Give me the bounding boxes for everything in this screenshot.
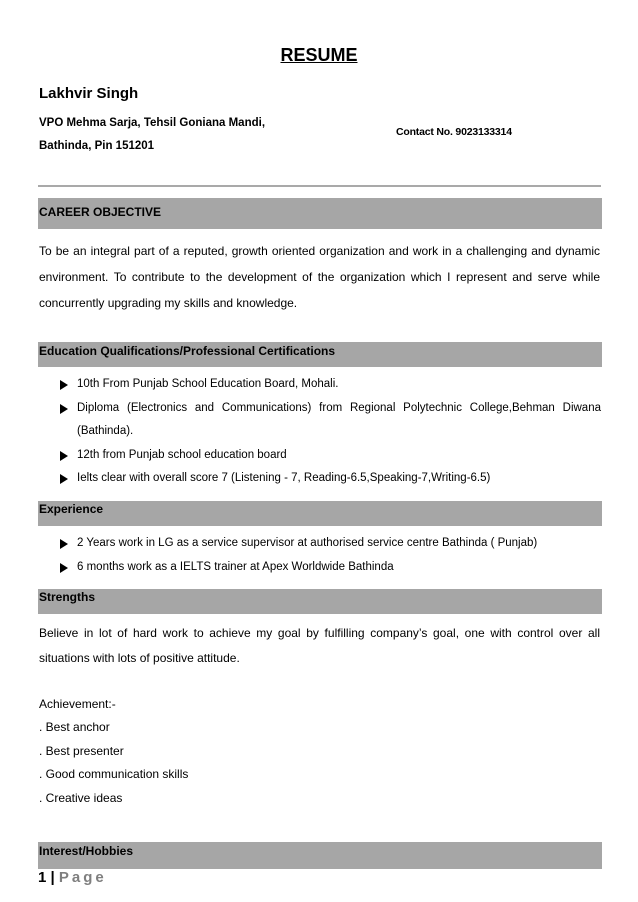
section-experience xyxy=(38,501,602,526)
list-item: Ielts clear with overall score 7 (Listening - 7, Reading-6.5,Speaking-7,Writing-6.5) xyxy=(60,467,601,491)
list-item: 10th From Punjab School Education Board, Mohali. xyxy=(60,373,601,397)
education-list xyxy=(60,373,601,491)
contact-number: Contact No. 9023133314 xyxy=(396,126,512,138)
achievement-item: . Creative ideas xyxy=(39,791,123,805)
arrow-bullet-icon xyxy=(60,380,68,390)
list-item: 6 months work as a IELTS trainer at Apex Worldwide Bathinda xyxy=(60,556,601,580)
footer-separator: | xyxy=(46,869,59,886)
page-label: Page xyxy=(58,869,107,886)
section-career-objective xyxy=(38,198,602,229)
section-heading-strengths: Strengths xyxy=(39,590,96,604)
section-heading-hobbies: Interest/Hobbies xyxy=(39,844,134,858)
achievement-heading: Achievement:- xyxy=(39,697,116,711)
section-education xyxy=(38,342,602,367)
section-heading-experience: Experience xyxy=(39,502,104,516)
section-heading-career: CAREER OBJECTIVE xyxy=(39,205,162,219)
page-number: 1 xyxy=(38,869,47,886)
candidate-name: Lakhvir Singh xyxy=(39,85,139,102)
arrow-bullet-icon xyxy=(60,404,68,414)
list-item: 12th from Punjab school education board xyxy=(60,444,601,468)
arrow-bullet-icon xyxy=(60,474,68,484)
strengths-text: Believe in lot of hard work to achieve my goal by fulfilling company’s goal, one with control over all situations with lots of positive attitude. xyxy=(39,626,600,665)
experience-list xyxy=(60,532,601,579)
list-item: 2 Years work in LG as a service supervisor at authorised service centre Bathinda ( Punjab) xyxy=(60,532,601,556)
section-hobbies xyxy=(38,842,602,869)
section-heading-education: Education Qualifications/Professional Certifications xyxy=(39,344,336,358)
arrow-bullet-icon xyxy=(60,451,68,461)
header-divider xyxy=(38,185,601,187)
arrow-bullet-icon xyxy=(60,539,68,549)
address-line-1: VPO Mehma Sarja, Tehsil Goniana Mandi, xyxy=(39,117,266,129)
achievement-item: . Best anchor xyxy=(39,720,110,734)
achievement-item: . Good communication skills xyxy=(39,767,189,781)
achievement-item: . Best presenter xyxy=(39,744,124,758)
address-line-2: Bathinda, Pin 151201 xyxy=(39,140,155,152)
page-title: RESUME xyxy=(280,45,358,65)
list-item: Diploma (Electronics and Communications) from Regional Polytechnic College,Behman Diwana (Bathinda). xyxy=(60,397,601,444)
page-footer xyxy=(38,869,107,886)
career-objective-text: To be an integral part of a reputed, growth oriented organization and work in a challenging and dynamic environment. To contribute to the development of the organization which I represent and serve while concurrently upgrading my skills and knowledge. xyxy=(39,244,600,310)
arrow-bullet-icon xyxy=(60,563,68,573)
section-strengths xyxy=(38,589,602,614)
